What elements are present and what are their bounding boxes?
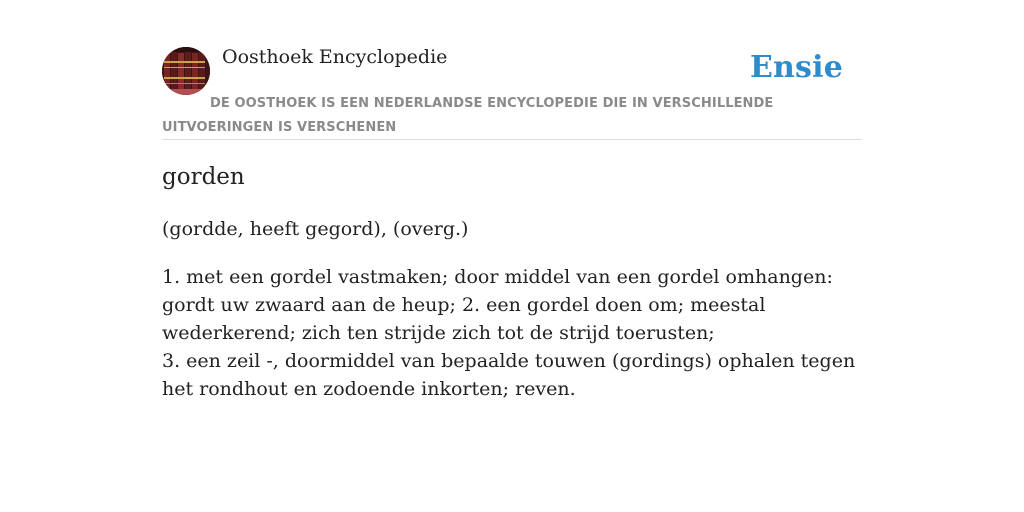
entry-definition bbox=[162, 263, 862, 403]
avatar[interactable] bbox=[162, 47, 210, 95]
brand-logo[interactable]: Ensie bbox=[749, 50, 843, 85]
site-title[interactable]: Oosthoek Encyclopedie bbox=[222, 46, 448, 68]
entry-headword: gorden bbox=[162, 164, 245, 190]
encyclopedia-books-icon bbox=[162, 47, 210, 95]
definition-line: 1. met een gordel vastmaken; door middel van een gordel omhangen: gordt uw zwaard aan de heup; 2. een gordel doen om; meestal wederkerend; zich ten strijde zich tot de strijd toerusten; bbox=[162, 266, 833, 344]
entry-grammar: (gordde, heeft gegord), (overg.) bbox=[162, 218, 469, 240]
page-container bbox=[162, 46, 862, 400]
header bbox=[162, 46, 862, 140]
site-tagline: DE OOSTHOEK IS EEN NEDERLANDSE ENCYCLOPEDIE DIE IN VERSCHILLENDE UITVOERINGEN IS VERSCHENEN bbox=[162, 96, 774, 135]
definition-line: 3. een zeil -, doormiddel van bepaalde touwen (gordings) ophalen tegen het rondhout en zodoende inkorten; reven. bbox=[162, 350, 856, 400]
